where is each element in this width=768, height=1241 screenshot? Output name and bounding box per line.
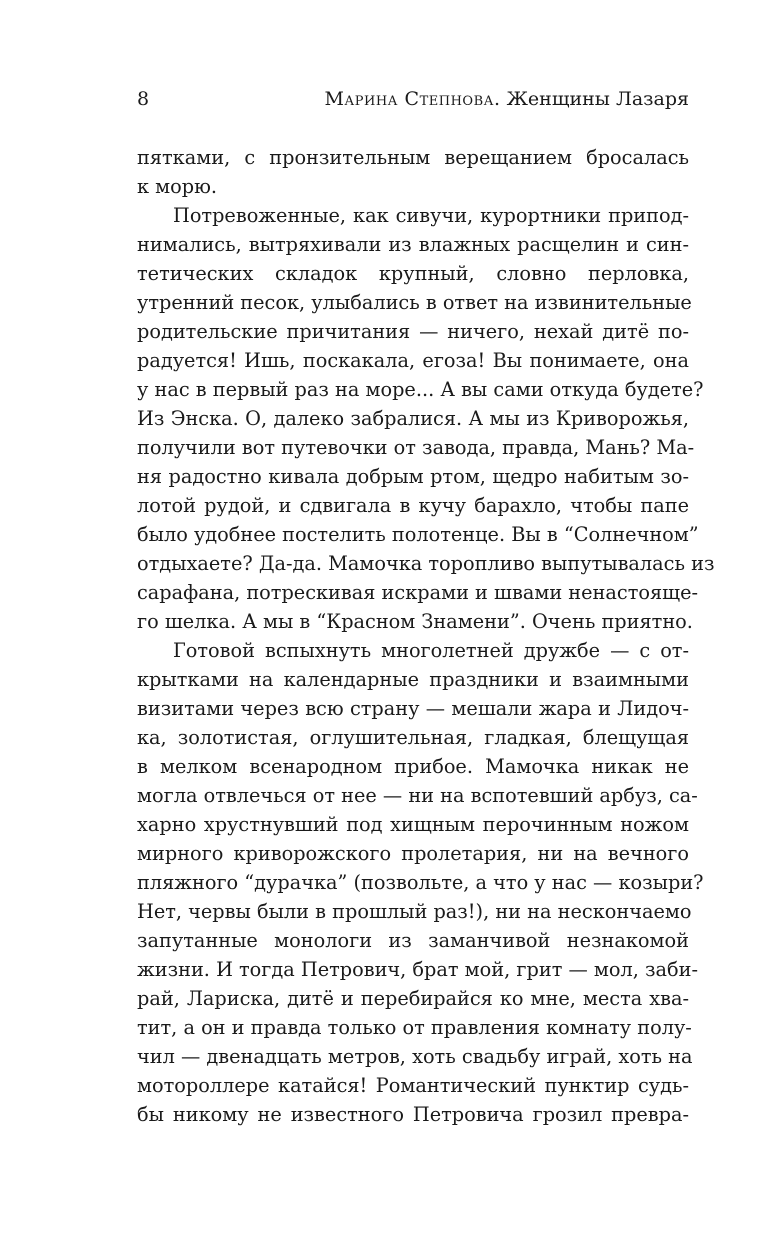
- text-line: пятками, с пронзительным верещанием бросалась: [137, 146, 689, 169]
- text-line: жизни. И тогда Петрович, брат мой, грит — мол, заби-: [137, 958, 698, 981]
- text-line: ка, золотистая, оглушительная, гладкая, блещущая: [137, 726, 689, 749]
- text-line: радуется! Ишь, поскакала, егоза! Вы понимаете, она: [137, 349, 689, 372]
- page-header: [137, 88, 689, 116]
- text-line: в мелком всенародном прибое. Мамочка никак не: [137, 755, 689, 778]
- text-line: утренний песок, улыбались в ответ на извинительные: [137, 291, 692, 314]
- body-text: [137, 143, 715, 1129]
- text-line: родительские причитания — ничего, нехай дитё по-: [137, 320, 689, 343]
- text-line: рай, Лариска, дитё и перебирайся ко мне, места хва-: [137, 987, 689, 1010]
- text-line: было удобнее постелить полотенце. Вы в “Солнечном”: [137, 523, 699, 546]
- text-line: отдыхаете? Да-да. Мамочка торопливо выпутывалась из: [137, 552, 715, 575]
- text-line: могла отвлечься от нее — ни на вспотевший арбуз, са-: [137, 784, 698, 807]
- text-line: Нет, червы были в прошлый раз!), ни на нескончаемо: [137, 900, 692, 923]
- page-number: 8: [137, 88, 150, 110]
- paragraph: [137, 636, 704, 1129]
- text-line: тетических складок крупный, словно перловка,: [137, 262, 689, 285]
- text-line: у нас в первый раз на море... А вы сами откуда будете?: [137, 378, 704, 401]
- text-line: мирного криворожского пролетария, ни на вечного: [137, 842, 689, 865]
- text-line: бы никому не известного Петровича грозил превра-: [137, 1103, 689, 1126]
- text-line: получили вот путевочки от завода, правда, Мань? Ма-: [137, 436, 695, 459]
- text-line: крытками на календарные праздники и взаимными: [137, 668, 689, 691]
- text-line: Потревоженные, как сивучи, курортники припод-: [173, 204, 689, 227]
- text-line: Готовой вспыхнуть многолетней дружбе — с от-: [173, 639, 689, 662]
- text-line: сарафана, потрескивая искрами и швами ненастояще-: [137, 581, 698, 604]
- paragraph: [137, 143, 689, 201]
- book-title: Женщины Лазаря: [506, 88, 689, 110]
- text-line: лотой рудой, и сдвигала в кучу барахло, чтобы папе: [137, 494, 689, 517]
- text-line: запутанные монологи из заманчивой незнакомой: [137, 929, 689, 952]
- paragraph: [137, 201, 715, 636]
- text-line: Из Энска. О, далеко забралися. А мы из Криворожья,: [137, 407, 689, 430]
- text-line: визитами через всю страну — мешали жара и Лидоч-: [137, 697, 689, 720]
- text-line: чил — двенадцать метров, хоть свадьбу играй, хоть на: [137, 1045, 693, 1068]
- text-line: го шелка. А мы в “Красном Знамени”. Очень приятно.: [137, 610, 693, 633]
- author-name: Марина Степнова.: [324, 88, 501, 110]
- text-line: нимались, вытряхивали из влажных расщелин и син-: [137, 233, 689, 256]
- text-line: мотороллере катайся! Романтический пунктир судь-: [137, 1074, 689, 1097]
- running-head: [324, 88, 689, 110]
- text-line: ня радостно кивала добрым ртом, щедро набитым зо-: [137, 465, 689, 488]
- text-line: пляжного “дурачка” (позвольте, а что у нас — козыри?: [137, 871, 704, 894]
- text-line: харно хрустнувший под хищным перочинным ножом: [137, 813, 689, 836]
- text-line: тит, а он и правда только от правления комнату полу-: [137, 1016, 692, 1039]
- text-line: к морю.: [137, 175, 218, 198]
